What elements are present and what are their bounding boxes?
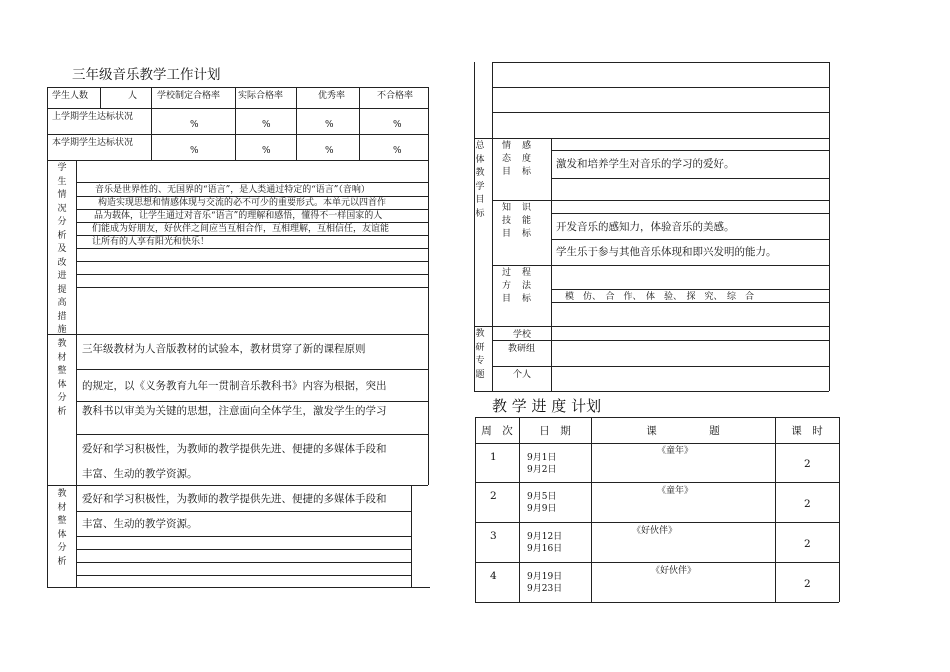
date-cell: 9月9日	[527, 504, 557, 514]
hours-cell: 2	[804, 538, 811, 550]
week-cell: 1	[490, 451, 497, 463]
percent-cell: %	[262, 120, 271, 130]
lesson-header: 课 题	[646, 425, 720, 437]
percent-cell: %	[325, 146, 334, 156]
week-cell: 3	[490, 530, 497, 542]
overall-goals-label: 总体教学目标	[475, 141, 485, 219]
lesson-cell: 《好伙伴》	[632, 526, 678, 536]
fail-rate-header: 不合格率	[377, 91, 414, 101]
knowledge-goal-label: 知识技能目标	[502, 203, 543, 239]
percent-cell: %	[190, 146, 199, 156]
lesson-cell: 《童年》	[657, 486, 694, 496]
week-cell: 2	[490, 490, 497, 502]
school-pass-rate-header: 学校制定合格率	[157, 91, 221, 101]
date-header: 日 期	[539, 425, 571, 437]
lesson-cell: 《好伙伴》	[651, 566, 697, 576]
percent-cell: %	[393, 120, 402, 130]
research-topic-label: 教研专题	[475, 329, 485, 380]
research-group-label: 教研组	[508, 344, 536, 354]
lesson-cell: 《童年》	[657, 446, 694, 456]
process-goal-text: 模 仿、 合 作、 体 验、 探 究、 综 合	[565, 292, 755, 302]
percent-cell: %	[262, 146, 271, 156]
situation-label: 学生情况分析及改进提高措施	[57, 163, 67, 335]
knowledge-goal-text-2: 学生乐于参与其他音乐体现和即兴发明的能力。	[556, 246, 777, 258]
hours-cell: 2	[804, 458, 811, 470]
student-count-label: 学生人数	[52, 91, 89, 101]
emotion-goal-label: 情感态度目标	[502, 141, 543, 177]
date-cell: 9月12日	[527, 532, 563, 542]
percent-cell: %	[190, 120, 199, 130]
hours-cell: 2	[804, 578, 811, 590]
percent-cell: %	[393, 146, 402, 156]
hours-cell: 2	[804, 498, 811, 510]
textbook-analysis-label: 教材整体分析	[57, 339, 67, 417]
date-cell: 9月16日	[527, 544, 563, 554]
textbook-analysis-label-2: 教材整体分析	[57, 489, 67, 567]
page-title: 三年级音乐教学工作计划	[72, 67, 221, 83]
actual-pass-rate-header: 实际合格率	[238, 91, 284, 101]
row-label: 本学期学生达标状况	[52, 138, 134, 148]
row-label: 上学期学生达标状况	[52, 112, 134, 122]
date-cell: 9月23日	[527, 584, 563, 594]
hours-header: 课 时	[791, 425, 823, 437]
week-cell: 4	[490, 570, 497, 582]
schedule-title: 教 学 进 度 计划	[492, 397, 602, 415]
date-cell: 9月19日	[527, 572, 563, 582]
research-personal-label: 个人	[513, 370, 532, 380]
excellent-rate-header: 优秀率	[318, 91, 346, 101]
research-school-label: 学校	[513, 330, 532, 340]
student-unit-label: 人	[128, 91, 138, 101]
emotion-goal-text: 激发和培养学生对音乐的学习的爱好。	[556, 158, 735, 170]
date-cell: 9月1日	[527, 453, 557, 463]
date-cell: 9月2日	[527, 465, 557, 475]
date-cell: 9月5日	[527, 492, 557, 502]
week-header: 周 次	[481, 425, 513, 437]
percent-cell: %	[325, 120, 334, 130]
knowledge-goal-text-1: 开发音乐的感知力，体验音乐的美感。	[556, 221, 735, 233]
process-goal-label: 过程方法目标	[502, 268, 543, 304]
